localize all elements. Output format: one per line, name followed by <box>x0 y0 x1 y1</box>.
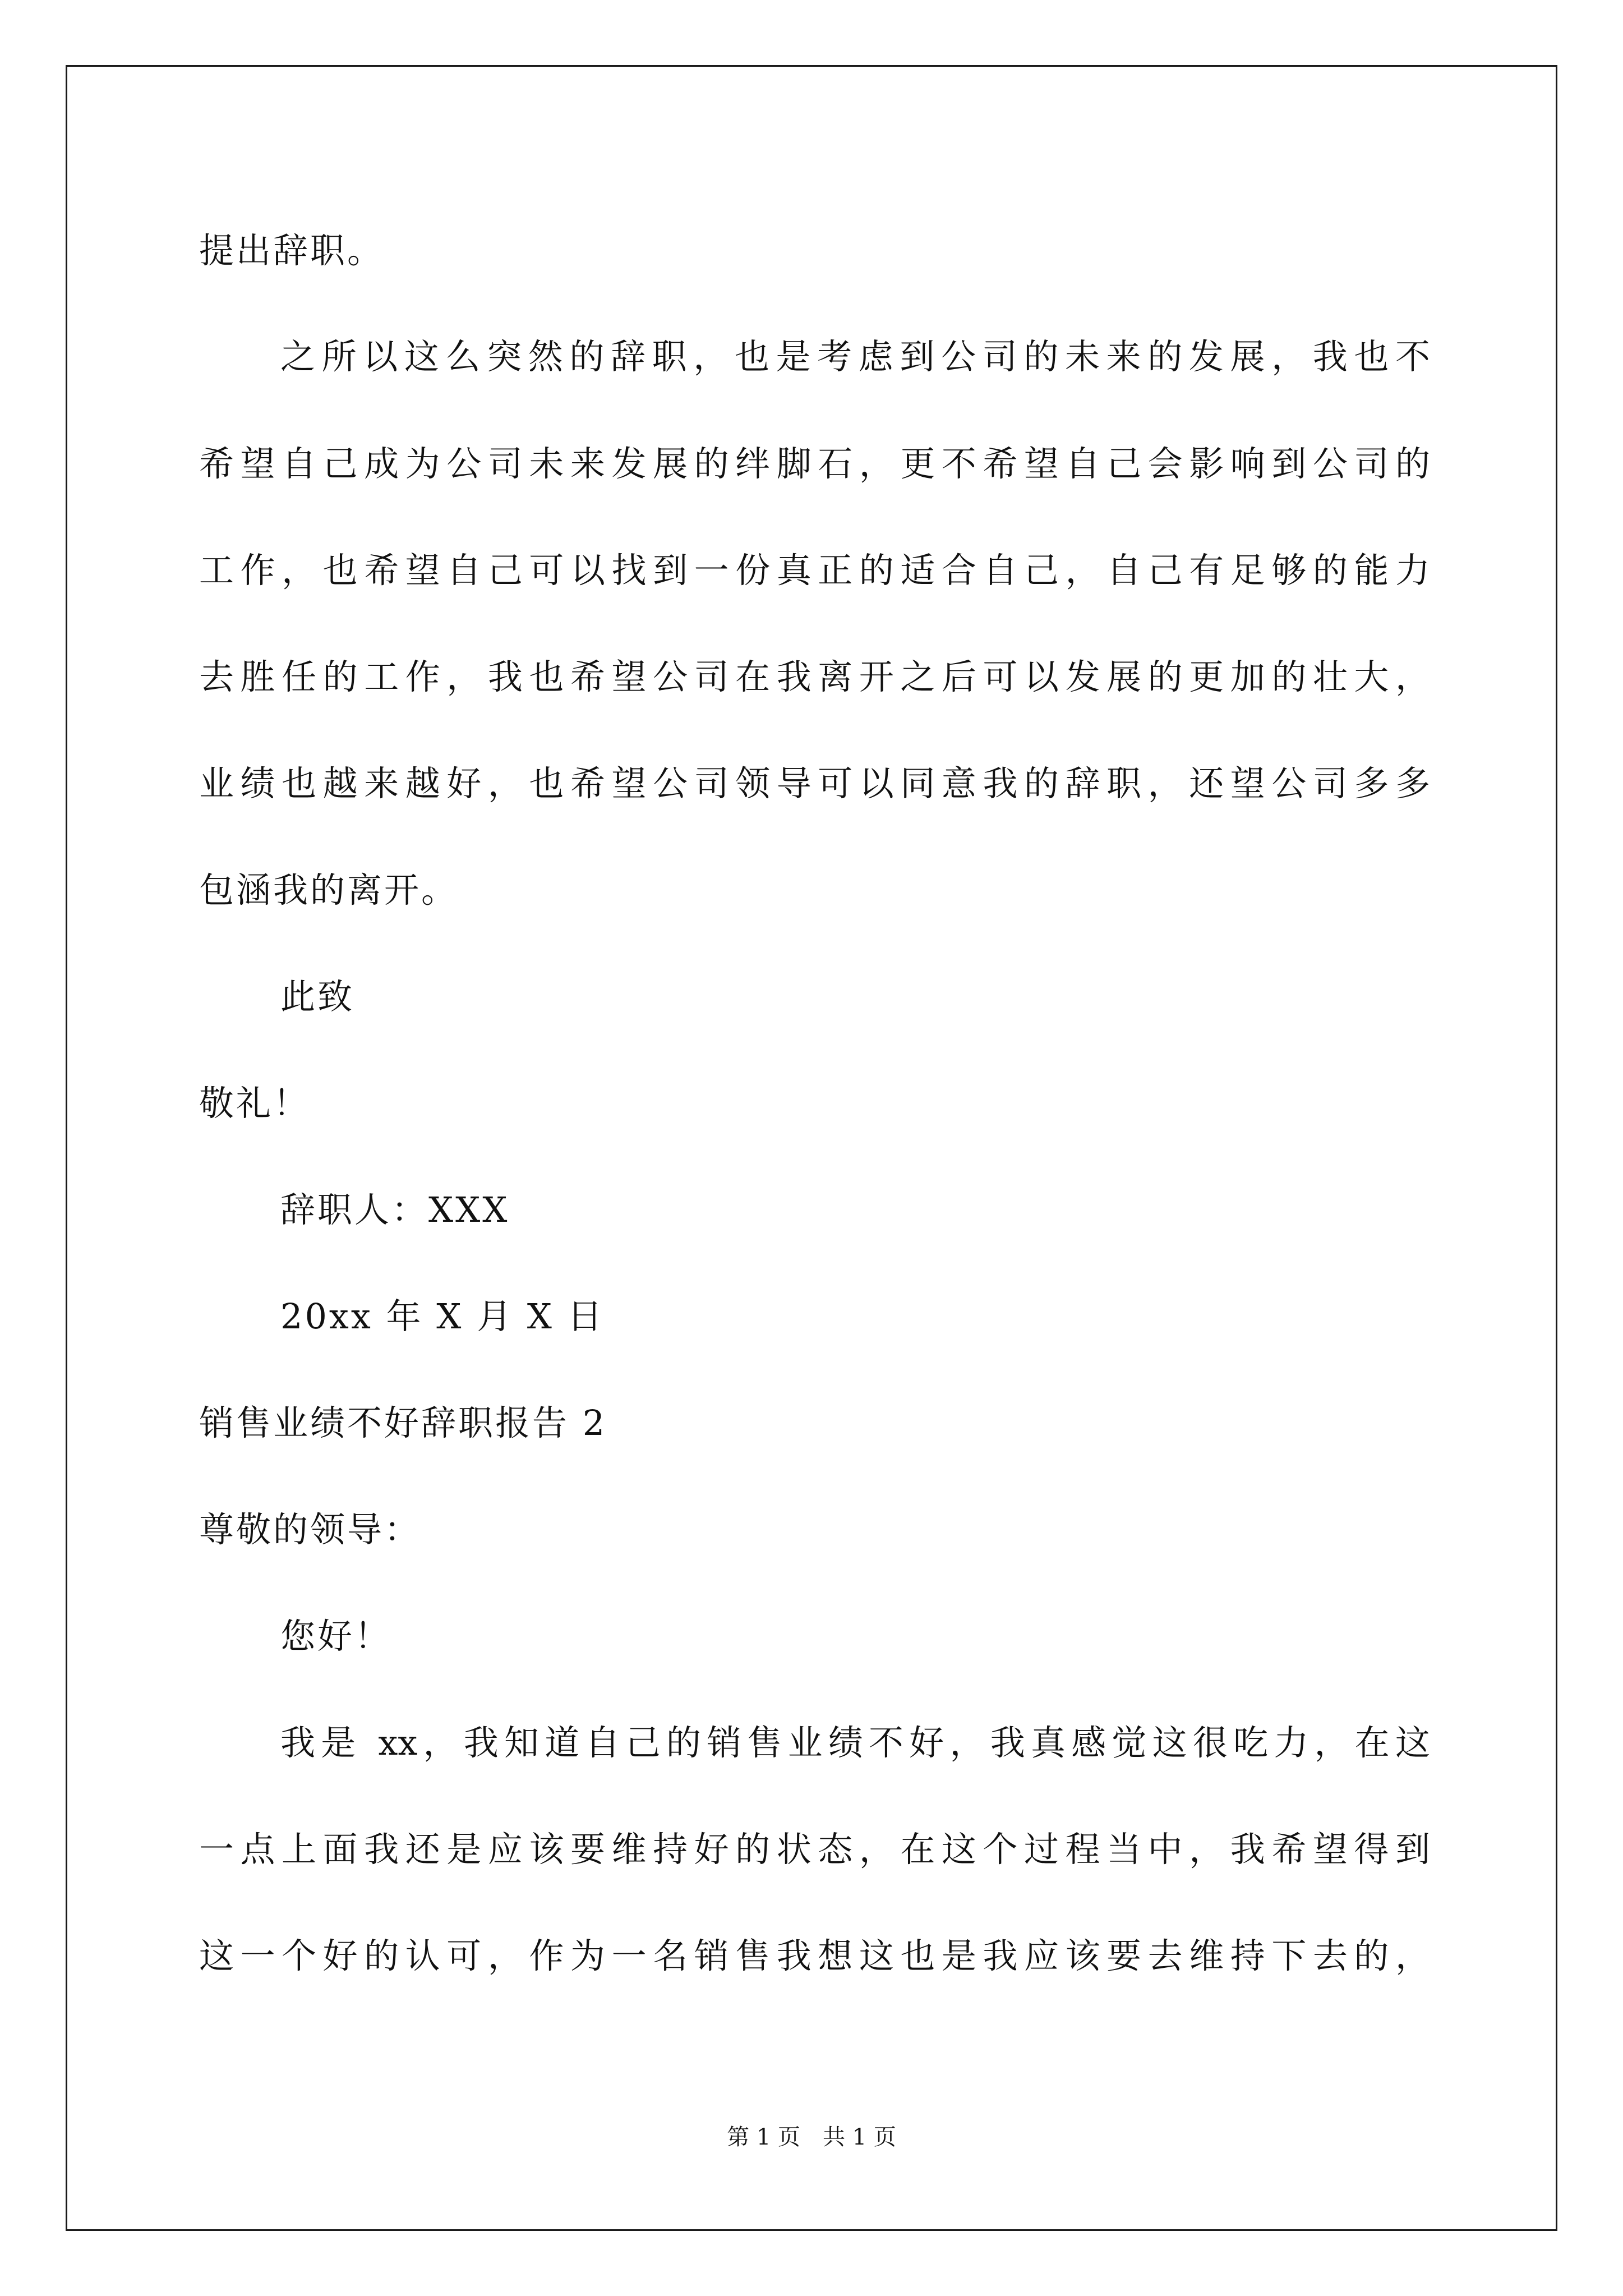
text-line: 希望自己成为公司未来发展的绊脚石，更不希望自己会影响到公司的 <box>199 443 1430 484</box>
text-line: 业绩也越来越好，也希望公司领导可以同意我的辞职，还望公司多多 <box>199 763 1430 804</box>
greeting-line: 尊敬的领导： <box>199 1509 422 1550</box>
text-line: 我是 xx，我知道自己的销售业绩不好，我真感觉这很吃力，在这 <box>280 1722 1430 1763</box>
signer-line: 辞职人：XXX <box>280 1189 510 1230</box>
text-line: 之所以这么突然的辞职，也是考虑到公司的未来的发展，我也不 <box>280 336 1430 377</box>
text-line: 这一个好的认可，作为一名销售我想这也是我应该要去维持下去的， <box>199 1935 1430 1976</box>
date-line: 20xx 年 X 月 X 日 <box>280 1296 605 1337</box>
closing-regards: 敬礼！ <box>199 1083 311 1124</box>
text-line: 去胜任的工作，我也希望公司在我离开之后可以发展的更加的壮大， <box>199 656 1430 697</box>
page-footer: 第 1 页 共 1 页 <box>727 2124 896 2150</box>
greeting-hello: 您好！ <box>280 1616 392 1657</box>
page-border <box>66 65 1557 2231</box>
text-line: 包涵我的离开。 <box>199 869 459 910</box>
text-line: 提出辞职。 <box>199 230 385 271</box>
section-heading: 销售业绩不好辞职报告 2 <box>199 1402 607 1443</box>
text-line: 一点上面我还是应该要维持好的状态，在这个过程当中，我希望得到 <box>199 1829 1430 1870</box>
text-line: 工作，也希望自己可以找到一份真正的适合自己，自己有足够的能力 <box>199 550 1430 591</box>
closing-salutation: 此致 <box>280 976 355 1017</box>
